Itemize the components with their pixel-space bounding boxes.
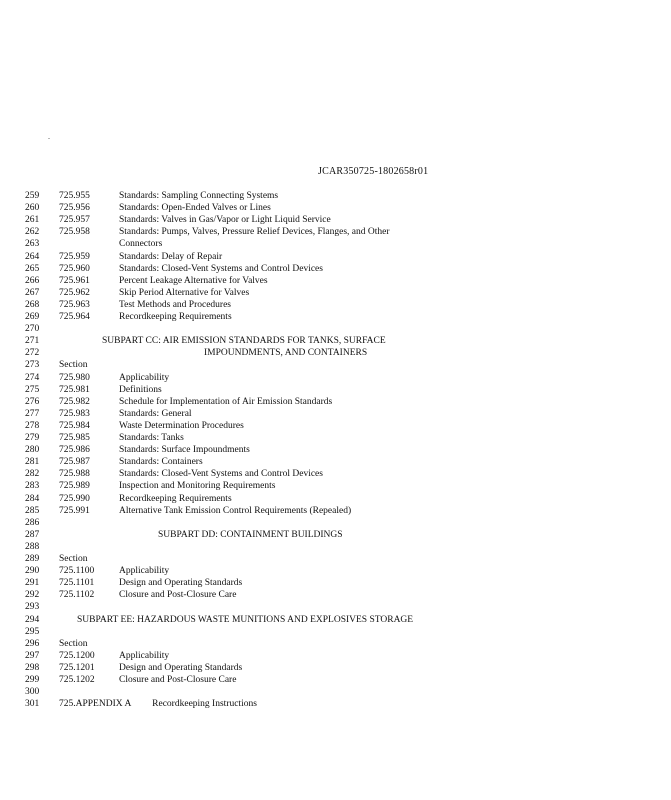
toc-line	[0, 626, 671, 638]
line-number: 263	[25, 239, 40, 250]
toc-line	[0, 299, 671, 311]
appendix-entry: 725.APPENDIX A Recordkeeping Instructions	[59, 699, 257, 710]
line-number: 290	[25, 566, 40, 577]
line-number: 277	[25, 408, 40, 419]
line-number: 276	[25, 396, 40, 407]
section-number: 725.959	[59, 251, 90, 262]
line-number: 282	[25, 469, 40, 480]
line-number: 292	[25, 590, 40, 601]
line-number: 296	[25, 638, 40, 649]
section-number: 725.981	[59, 384, 90, 395]
line-number: 295	[25, 626, 40, 637]
section-number: 725.963	[59, 299, 90, 310]
section-number: 725.957	[59, 215, 90, 226]
section-number: 725.962	[59, 287, 90, 298]
section-title: Standards: General	[119, 408, 192, 419]
section-title: Definitions	[119, 384, 162, 395]
section-title: Applicability	[119, 650, 170, 661]
toc-line	[0, 468, 671, 480]
line-number: 273	[25, 360, 40, 371]
section-title: Standards: Valves in Gas/Vapor or Light Liquid Service	[119, 215, 331, 226]
section-title: Standards: Open-Ended Valves or Lines	[119, 203, 271, 214]
line-number: 297	[25, 650, 40, 661]
toc-line	[0, 614, 671, 626]
line-number: 260	[25, 203, 40, 214]
section-number: 725.960	[59, 263, 90, 274]
section-number: 725.1202	[59, 675, 95, 685]
section-number: 725.961	[59, 275, 90, 286]
line-number: 286	[25, 517, 40, 528]
line-number: 275	[25, 384, 40, 395]
section-number: 725.988	[59, 469, 90, 480]
line-number: 265	[25, 263, 40, 274]
section-number: 725.980	[59, 372, 90, 383]
line-number: 288	[25, 541, 40, 552]
section-number: 725.1100	[59, 566, 95, 577]
toc-line	[0, 577, 671, 589]
section-number: 725.987	[59, 457, 90, 468]
toc-line	[0, 505, 671, 517]
toc-line	[0, 698, 671, 710]
section-title: Standards: Surface Impoundments	[119, 445, 250, 456]
subpart-heading: IMPOUNDMENTS, AND CONTAINERS	[204, 348, 368, 359]
document-id: JCAR350725-1802658r01	[318, 166, 429, 177]
section-title: Design and Operating Standards	[119, 578, 243, 589]
line-number: 272	[25, 348, 40, 359]
line-number: 293	[25, 602, 40, 613]
section-title: Standards: Containers	[119, 457, 203, 468]
toc-line	[0, 275, 671, 287]
subpart-heading: SUBPART CC: AIR EMISSION STANDARDS FOR TANKS, SURFACE	[102, 336, 386, 347]
section-number: 725.985	[59, 433, 90, 443]
section-number: 725.989	[59, 481, 90, 492]
toc-line	[0, 190, 671, 202]
line-number: 298	[25, 662, 40, 673]
toc-line	[0, 323, 671, 335]
line-number: 278	[25, 420, 40, 431]
toc-line	[0, 335, 671, 347]
section-title: Closure and Post-Closure Care	[119, 590, 237, 601]
line-number: 300	[25, 687, 40, 698]
line-number: 285	[25, 505, 40, 516]
section-number: Section	[59, 360, 88, 371]
section-number: 725.984	[59, 420, 90, 431]
toc-line	[0, 601, 671, 613]
line-number: 284	[25, 493, 40, 504]
toc-line	[0, 444, 671, 456]
section-title: Connectors	[119, 239, 163, 250]
section-title: Schedule for Implementation of Air Emission Standards	[119, 396, 333, 407]
section-title: Recordkeeping Requirements	[119, 312, 232, 322]
section-number: 725.958	[59, 227, 90, 238]
line-number: 280	[25, 445, 40, 456]
toc-line	[0, 396, 671, 408]
toc-line	[0, 456, 671, 468]
section-number: 725.1101	[59, 578, 95, 589]
toc-line	[0, 517, 671, 529]
toc-line	[0, 202, 671, 214]
section-title: Standards: Closed-Vent Systems and Control Devices	[119, 263, 323, 274]
section-number: 725.1200	[59, 650, 95, 661]
line-number: 291	[25, 578, 40, 589]
toc-line	[0, 311, 671, 323]
toc-line	[0, 480, 671, 492]
toc-line	[0, 541, 671, 553]
section-title: Standards: Tanks	[119, 433, 184, 443]
section-title: Standards: Delay of Repair	[119, 251, 223, 262]
toc-line	[0, 493, 671, 505]
line-number: 283	[25, 481, 40, 492]
line-number: 294	[25, 614, 40, 625]
toc-line	[0, 565, 671, 577]
section-title: Skip Period Alternative for Valves	[119, 287, 250, 298]
subpart-heading: SUBPART EE: HAZARDOUS WASTE MUNITIONS AND EXPLOSIVES STORAGE	[77, 614, 414, 625]
line-number: 271	[25, 336, 40, 347]
section-number: 725.956	[59, 203, 90, 214]
section-title: Inspection and Monitoring Requirements	[119, 481, 276, 492]
section-title: Alternative Tank Emission Control Requirements (Repealed)	[119, 505, 352, 516]
toc-line	[0, 662, 671, 674]
line-number: 289	[25, 554, 40, 564]
toc-line	[0, 674, 671, 686]
section-number: 725.983	[59, 408, 90, 419]
toc-line	[0, 420, 671, 432]
section-title: Standards: Pumps, Valves, Pressure Relief Devices, Flanges, and Other	[119, 227, 390, 238]
section-title: Design and Operating Standards	[119, 662, 243, 673]
toc-line	[0, 553, 671, 565]
section-title: Standards: Sampling Connecting Systems	[119, 191, 279, 201]
subpart-heading: SUBPART DD: CONTAINMENT BUILDINGS	[158, 529, 343, 540]
toc-line	[0, 650, 671, 662]
section-number: 725.990	[59, 493, 90, 504]
toc-line	[0, 408, 671, 420]
line-number: 262	[25, 227, 40, 238]
line-number: 274	[25, 372, 40, 383]
line-number: 301	[25, 699, 40, 710]
toc-line	[0, 589, 671, 601]
section-number: 725.955	[59, 191, 90, 201]
section-number: 725.964	[59, 312, 90, 322]
section-number: 725.986	[59, 445, 90, 456]
toc-line	[0, 263, 671, 275]
section-title: Applicability	[119, 372, 170, 383]
section-number: 725.1102	[59, 590, 95, 601]
section-number: 725.982	[59, 396, 90, 407]
toc-line	[0, 638, 671, 650]
toc-line	[0, 251, 671, 263]
line-number: 270	[25, 324, 40, 335]
line-number: 281	[25, 457, 40, 468]
toc-line	[0, 372, 671, 384]
line-number: 261	[25, 215, 40, 226]
toc-line	[0, 529, 671, 541]
section-number: 725.991	[59, 505, 90, 516]
toc-line	[0, 359, 671, 371]
section-title: Applicability	[119, 566, 170, 577]
section-title: Standards: Closed-Vent Systems and Control Devices	[119, 469, 323, 480]
stray-mark: .	[48, 132, 50, 141]
toc-line	[0, 287, 671, 299]
toc-line	[0, 432, 671, 444]
toc-line	[0, 226, 671, 238]
line-number: 299	[25, 675, 40, 685]
section-title: Percent Leakage Alternative for Valves	[119, 275, 268, 286]
toc-line	[0, 347, 671, 359]
section-number: Section	[59, 638, 88, 649]
toc-line	[0, 238, 671, 250]
toc-line	[0, 384, 671, 396]
line-number: 287	[25, 529, 40, 540]
toc-line	[0, 686, 671, 698]
toc-line	[0, 214, 671, 226]
line-number: 266	[25, 275, 40, 286]
line-number: 269	[25, 312, 40, 322]
line-number: 279	[25, 433, 40, 443]
section-title: Test Methods and Procedures	[119, 299, 231, 310]
section-title: Closure and Post-Closure Care	[119, 675, 237, 685]
section-title: Recordkeeping Requirements	[119, 493, 232, 504]
line-number: 267	[25, 287, 40, 298]
line-number: 264	[25, 251, 40, 262]
section-number: Section	[59, 554, 88, 564]
line-number: 259	[25, 191, 40, 201]
line-number: 268	[25, 299, 40, 310]
section-title: Waste Determination Procedures	[119, 420, 244, 431]
section-number: 725.1201	[59, 662, 95, 673]
